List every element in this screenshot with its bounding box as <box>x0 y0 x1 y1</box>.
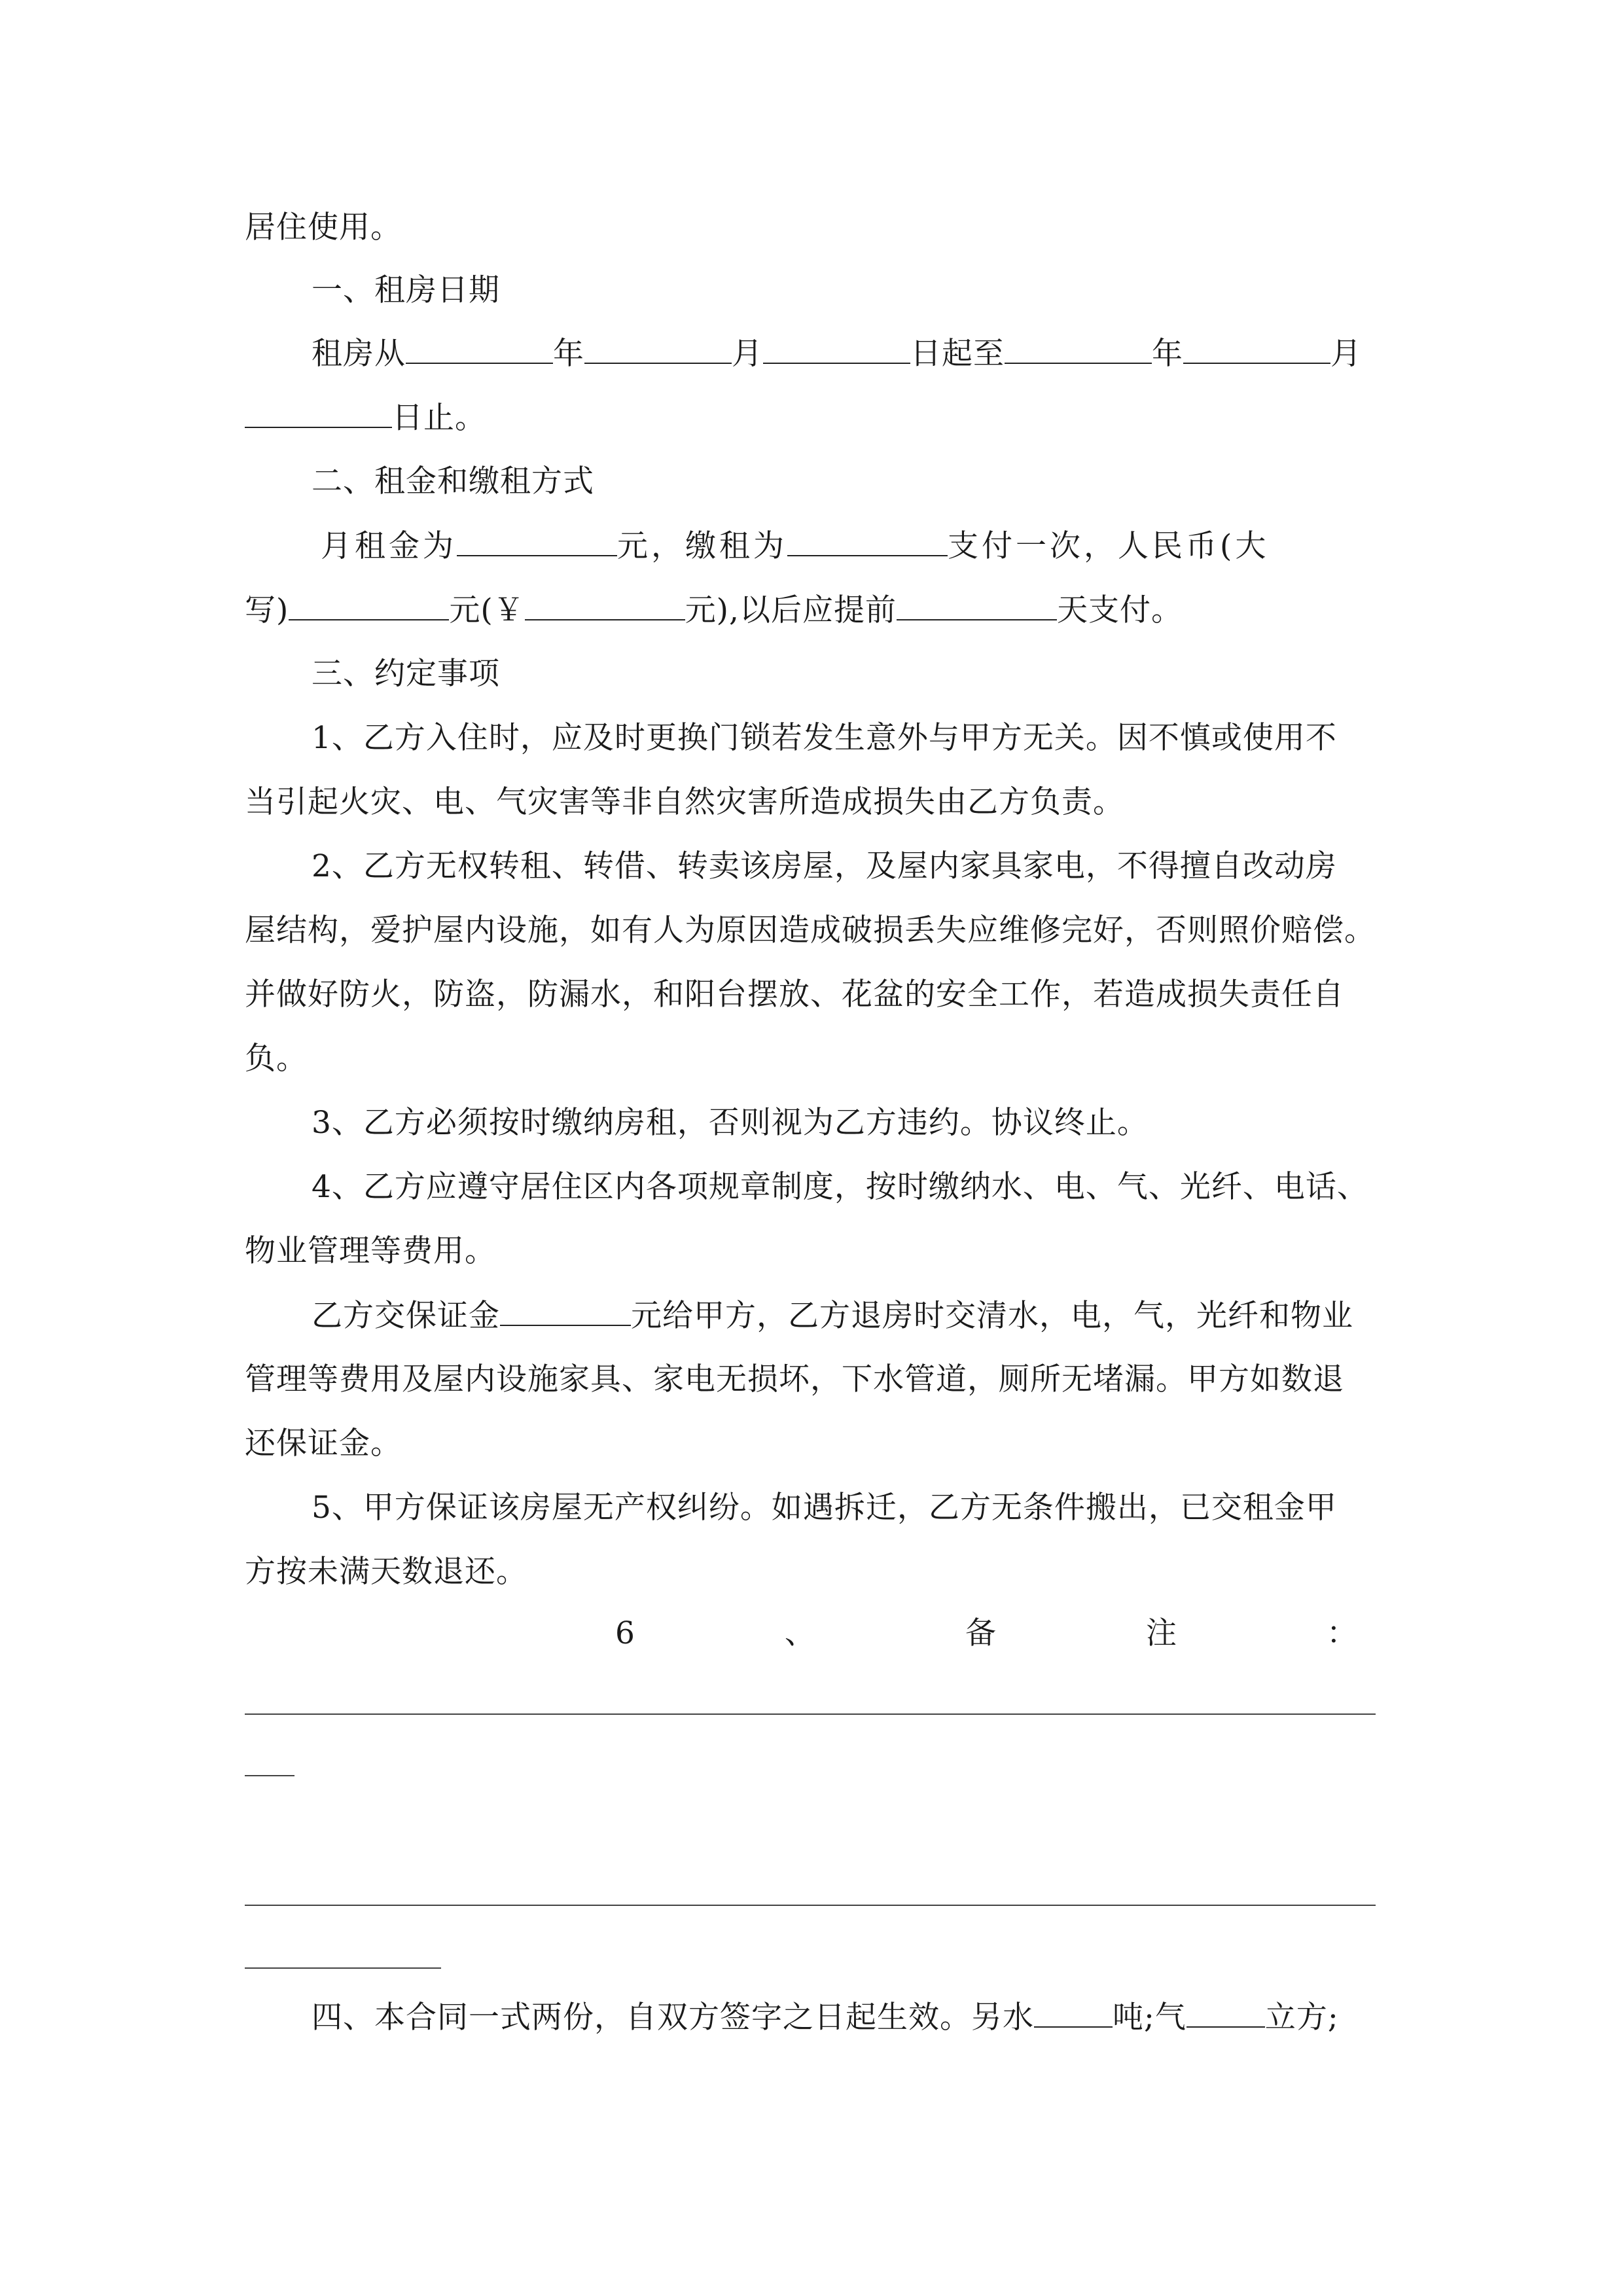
rent-line-1 <box>321 526 1386 566</box>
text: 备 <box>965 1615 997 1651</box>
item-5-line-2: 方按未满天数退还。 <box>245 1554 527 1590</box>
item-4-line-2: 物业管理等费用。 <box>245 1233 496 1269</box>
blank-field <box>457 526 617 556</box>
text-line: 居住使用。 <box>245 209 402 245</box>
remarks-rule <box>245 1905 1376 1906</box>
text: 乙方交保证金 <box>312 1298 500 1334</box>
blank-field <box>787 526 948 556</box>
section-3-title: 三、约定事项 <box>312 656 500 692</box>
text: 月 <box>1330 336 1362 372</box>
blank-field <box>500 1296 631 1326</box>
text: 日止。 <box>392 400 486 436</box>
rent-period-end <box>245 398 1377 438</box>
blank-field <box>245 398 392 428</box>
remarks-rule-short <box>245 1775 294 1776</box>
item-2-line-4: 负。 <box>245 1041 308 1077</box>
item-2-line-2: 屋结构，爱护屋内设施，如有人为原因造成破损丢失应维修完好，否则照价赔偿。 <box>245 912 1376 948</box>
rent-period-line <box>312 334 1377 374</box>
text: 吨;气 <box>1113 2000 1186 2036</box>
blank-field <box>1005 334 1152 364</box>
item-2-line-3: 并做好防火，防盗，防漏水，和阳台摆放、花盆的安全工作，若造成损失责任自 <box>245 977 1344 1013</box>
deposit-line-2: 管理等费用及屋内设施家具、家电无损坏，下水管道，厕所无堵漏。甲方如数退 <box>245 1361 1344 1397</box>
item-2-line-1: 2、乙方无权转租、转借、转卖该房屋，及屋内家具家电，不得擅自改动房 <box>312 848 1337 884</box>
text: 元),以后应提前 <box>685 592 897 628</box>
item-3: 3、乙方必须按时缴纳房租，否则视为乙方违约。协议终止。 <box>312 1105 1149 1141</box>
remarks-heading <box>615 1614 1358 1653</box>
blank-field <box>289 590 449 620</box>
text: 、 <box>784 1615 816 1651</box>
text: ： <box>1326 1615 1358 1651</box>
blank-field <box>1183 334 1330 364</box>
item-4-line-1: 4、乙方应遵守居住区内各项规章制度，按时缴纳水、电、气、光纤、电话、 <box>312 1169 1368 1205</box>
section-4-line <box>312 1998 1377 2037</box>
remarks-rule-short <box>245 1967 441 1969</box>
text: 年 <box>1152 336 1183 372</box>
text: 写) <box>245 592 289 628</box>
item-1-line-2: 当引起火灾、电、气灾害等非自然灾害所造成损失由乙方负责。 <box>245 784 1124 820</box>
blank-field <box>897 590 1057 620</box>
text: 四、本合同一式两份，自双方签字之日起生效。另水 <box>312 2000 1034 2036</box>
text: 月租金为 <box>321 528 457 564</box>
text: 天支付。 <box>1056 592 1183 628</box>
deposit-line-3: 还保证金。 <box>245 1426 402 1462</box>
text: 注 <box>1145 1615 1177 1651</box>
text: 元给甲方，乙方退房时交清水，电，气，光纤和物业 <box>631 1298 1353 1334</box>
blank-field <box>584 334 732 364</box>
item-1-line-1: 1、乙方入住时，应及时更换门锁若发生意外与甲方无关。因不慎或使用不 <box>312 720 1337 756</box>
item-5-line-1: 5、甲方保证该房屋无产权纠纷。如遇拆迁，乙方无条件搬出，已交租金甲 <box>312 1490 1337 1526</box>
text: 租房从 <box>312 336 406 372</box>
blank-field <box>763 334 910 364</box>
rent-line-2 <box>245 590 1377 630</box>
section-2-title: 二、租金和缴租方式 <box>312 463 594 499</box>
text: 立方; <box>1264 2000 1339 2036</box>
text: 元，缴租为 <box>617 528 787 564</box>
text: 日起至 <box>910 336 1005 372</box>
text: 年 <box>553 336 584 372</box>
text: 元(￥ <box>449 592 525 628</box>
section-1-title: 一、租房日期 <box>312 272 500 308</box>
text: 支付一次，人民币(大 <box>948 528 1270 564</box>
blank-field <box>1186 1998 1265 2028</box>
blank-field <box>1034 1998 1113 2028</box>
blank-field <box>525 590 685 620</box>
deposit-line-1 <box>312 1296 1377 1336</box>
blank-field <box>406 334 553 364</box>
text: 6 <box>615 1615 635 1651</box>
remarks-rule <box>245 1713 1376 1715</box>
text: 月 <box>732 336 763 372</box>
